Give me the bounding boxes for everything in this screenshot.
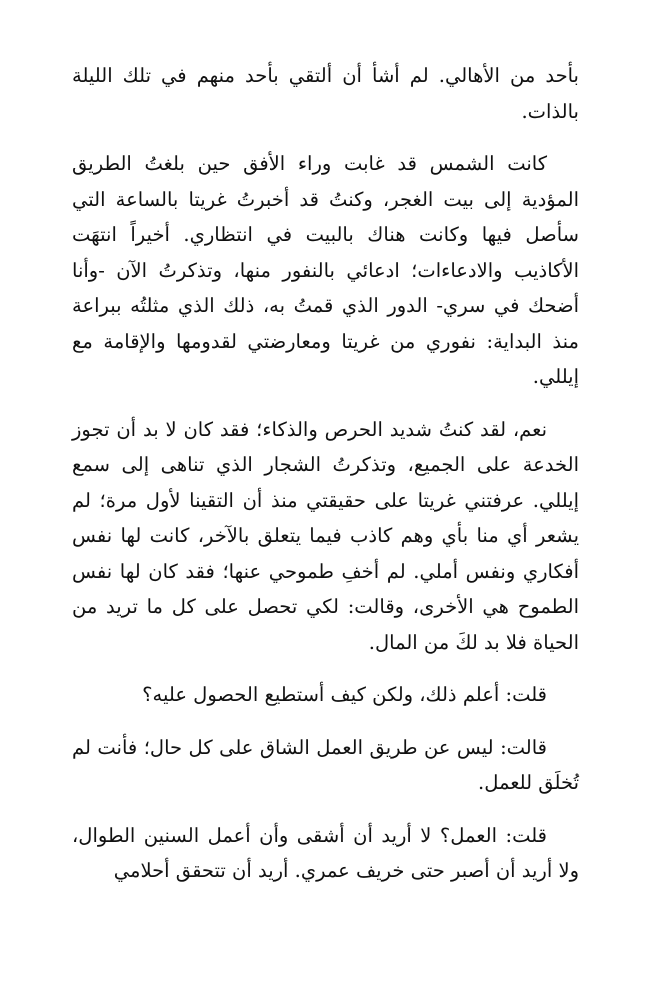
paragraph-5: قالت: ليس عن طريق العمل الشاق على كل حال؛ فأنت لم تُخلَق للعمل. — [72, 735, 579, 794]
paragraph-6: قلت: العمل؟ لا أريد أن أشقى وأن أعمل السنين الطوال، ولا أريد أن أصبر حتى خريف عمري. أريد أن تتحقق أحلامي — [72, 823, 579, 882]
paragraph-1: بأحد من الأهالي. لم أشأ أن ألتقي بأحد منهم في تلك الليلة بالذات. — [72, 64, 579, 123]
paragraph-3: نعم، لقد كنتُ شديد الحرص والذكاء؛ فقد كان لا بد أن تجوز الخدعة على الجميع، وتذكرتُ الشجار الذي تناهى إلى سمع إيللي. عرفتني غريتا على حقيقتي منذ أن التقينا لأول مرة؛ لم يشعر أي منا بأي وهم كاذب فيما يتعلق بالآخر، كانت لها نفس أفكاري ونفس أملي. لم أخفِ طموحي عنها؛ فقد كان لها نفس الطموح هي الأخرى، وقالت: لكي تحصل على كل ما تريد من الحياة فلا بد لكَ من المال. — [72, 417, 579, 654]
paragraph-4: قلت: أعلم ذلك، ولكن كيف أستطيع الحصول عليه؟ — [142, 683, 547, 706]
paragraph-2: كانت الشمس قد غابت وراء الأفق حين بلغتُ الطريق المؤدية إلى بيت الغجر، وكنتُ قد أخبرتُ غريتا بالساعة التي سأصل فيها وكانت هناك بالبيت في انتظاري. أخيراً انتهَت الأكاذيب والادعاءات؛ ادعائي بالنفور منها، وتذكرتُ الآن -وأنا أضحك في سري- الدور الذي قمتُ به، ذلك الذي مثلتُه ببراعة منذ البداية: نفوري من غريتا ومعارضتي لقدومها والإقامة مع إيللي. — [72, 152, 579, 388]
